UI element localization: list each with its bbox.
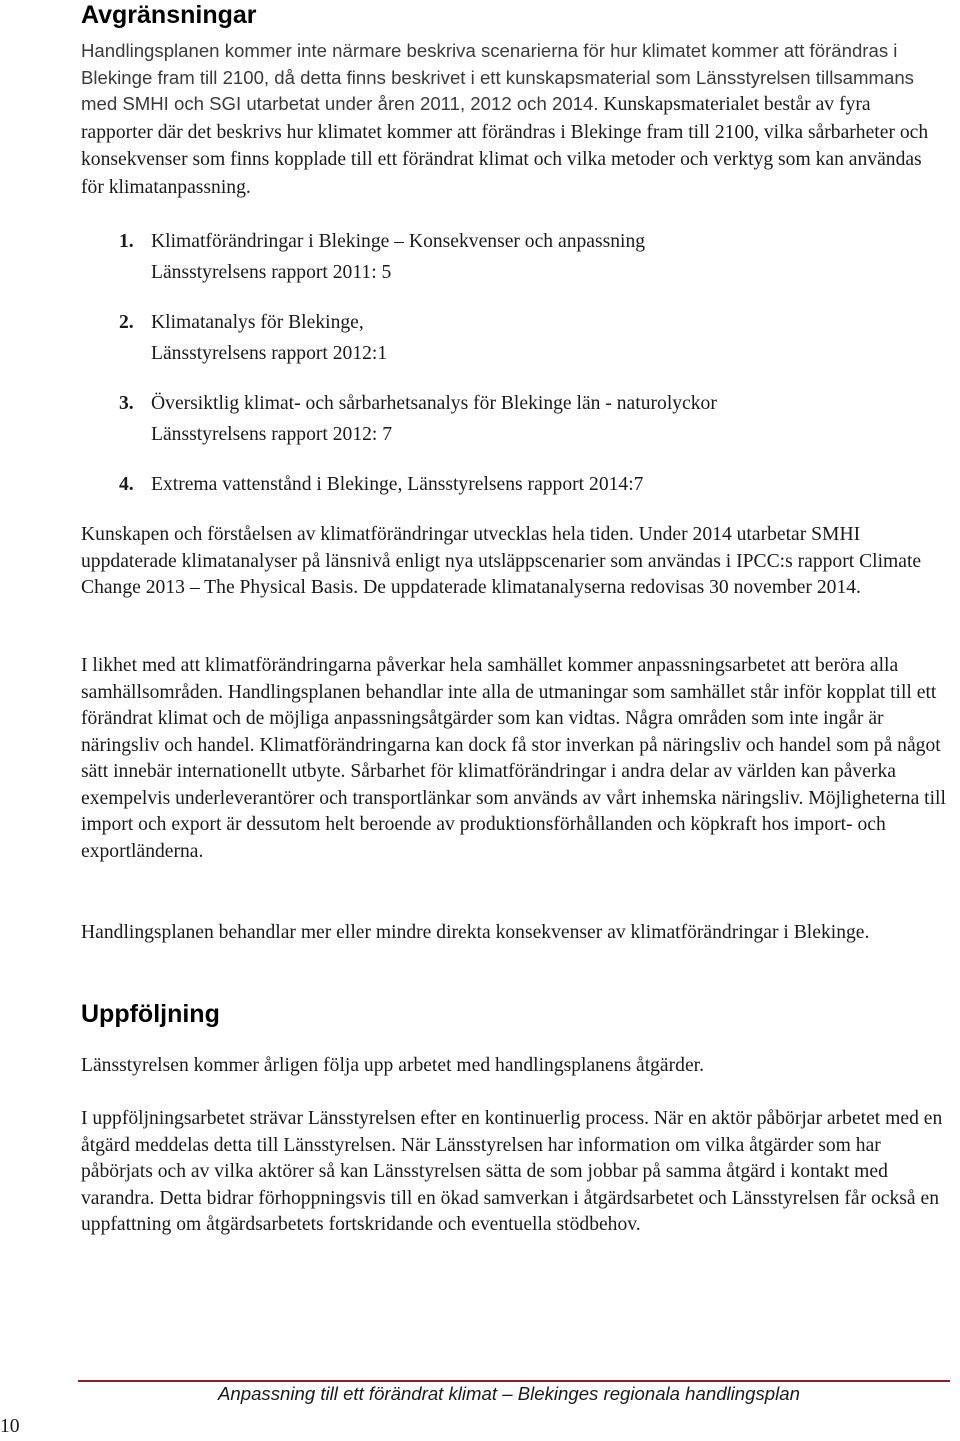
intro-paragraph <box>81 38 941 201</box>
report-reference: Länsstyrelsens rapport 2012:1 <box>151 343 388 364</box>
report-number: 2. <box>119 312 134 333</box>
intro-text-serif: Kunskapsmaterialet består av fyra rapporter där det beskrivs hur klimatet kommer att förändras i Blekinge fram till 2100, vilka sårbarheter och konsekvenser som finns kopplade till ett förändrat klimat och vilka metoder och verktyg som kan användas för klimatanpassning. <box>81 94 929 198</box>
footer-title: Anpassning till ett förändrat klimat – Blekinges regionala handlingsplan <box>218 1383 800 1404</box>
section-heading-uppfoljning: Uppföljning <box>81 1000 220 1028</box>
report-title: Översiktlig klimat- och sårbarhetsanalys för Blekinge län - naturolyckor <box>151 393 717 414</box>
page-number: 10 <box>0 1416 20 1437</box>
paragraph-annual-followup: Länsstyrelsen kommer årligen följa upp arbetet med handlingsplanens åtgärder. <box>81 1055 704 1076</box>
paragraph-knowledge-update: Kunskapen och förståelsen av klimatförändringar utvecklas hela tiden. Under 2014 utarbetar SMHI uppdaterade klimatanalyser på länsnivå enligt nya utsläppscenarier som användas i IPCC:s rapport Climate Change 2013 – The Physical Basis. De uppdaterade klimatanalyserna redovisas 30 november 2014. <box>81 524 922 598</box>
report-number: 1. <box>119 231 134 252</box>
intro-text-sans: Handlingsplanen kommer inte närmare beskriva scenarierna för hur klimatet kommer att förändras i Blekinge fram till 2100, då detta finns beskrivet i ett kunskapsmaterial som Länsstyrelsen tillsammans med SMHI och SGI utarbetat under åren 2011, 2012 och 2014. <box>81 40 914 114</box>
report-number: 4. <box>119 474 134 495</box>
report-reference: Länsstyrelsens rapport 2011: 5 <box>151 262 392 283</box>
paragraph-societal-scope: I likhet med att klimatförändringarna påverkar hela samhället kommer anpassningsarbetet att beröra alla samhällsområden. Handlingsplanen behandlar inte alla de utmaningar som samhället står inför kopplat till ett förändrat klimat och de möjliga anpassningsåtgärder som kan vidtas. Några områden som inte ingår är näringsliv och handel. Klimatförändringarna kan dock få stor inverkan på näringsliv och handel som på något sätt innebär internationellt utbyte. Sårbarhet för klimatförändringar i andra delar av världen kan påverka exempelvis underleverantörer och transportlänkar som används av vårt inhemska näringsliv. Möjligheterna till import och export är dessutom helt beroende av produktionsförhållanden och köpkraft hos import- och exportländerna. <box>81 655 946 862</box>
report-title: Klimatanalys för Blekinge, <box>151 312 364 333</box>
report-number: 3. <box>119 393 134 414</box>
report-reference: Länsstyrelsens rapport 2012: 7 <box>151 424 393 445</box>
section-heading-avgransningar: Avgränsningar <box>81 1 257 29</box>
report-title: Extrema vattenstånd i Blekinge, Länsstyrelsens rapport 2014:7 <box>151 474 644 495</box>
paragraph-followup-process: I uppföljningsarbetet strävar Länsstyrelsen efter en kontinuerlig process. När en aktör påbörjar arbetet med en åtgärd meddelas detta till Länsstyrelsen. När Länsstyrelsen har information om vilka åtgärder som har påbörjats och av vilka aktörer så kan Länsstyrelsen sätta de som jobbar på samma åtgärd i kontakt med varandra. Detta bidrar förhoppningsvis till en ökad samverkan i åtgärdsarbetet och Länsstyrelsen får också en uppfattning om åtgärdsarbetets fortskridande och eventuella stödbehov. <box>81 1108 943 1235</box>
footer-rule <box>78 1380 950 1382</box>
paragraph-scope-summary: Handlingsplanen behandlar mer eller mindre direkta konsekvenser av klimatförändringar i Blekinge. <box>81 922 870 943</box>
report-title: Klimatförändringar i Blekinge – Konsekvenser och anpassning <box>151 231 646 252</box>
